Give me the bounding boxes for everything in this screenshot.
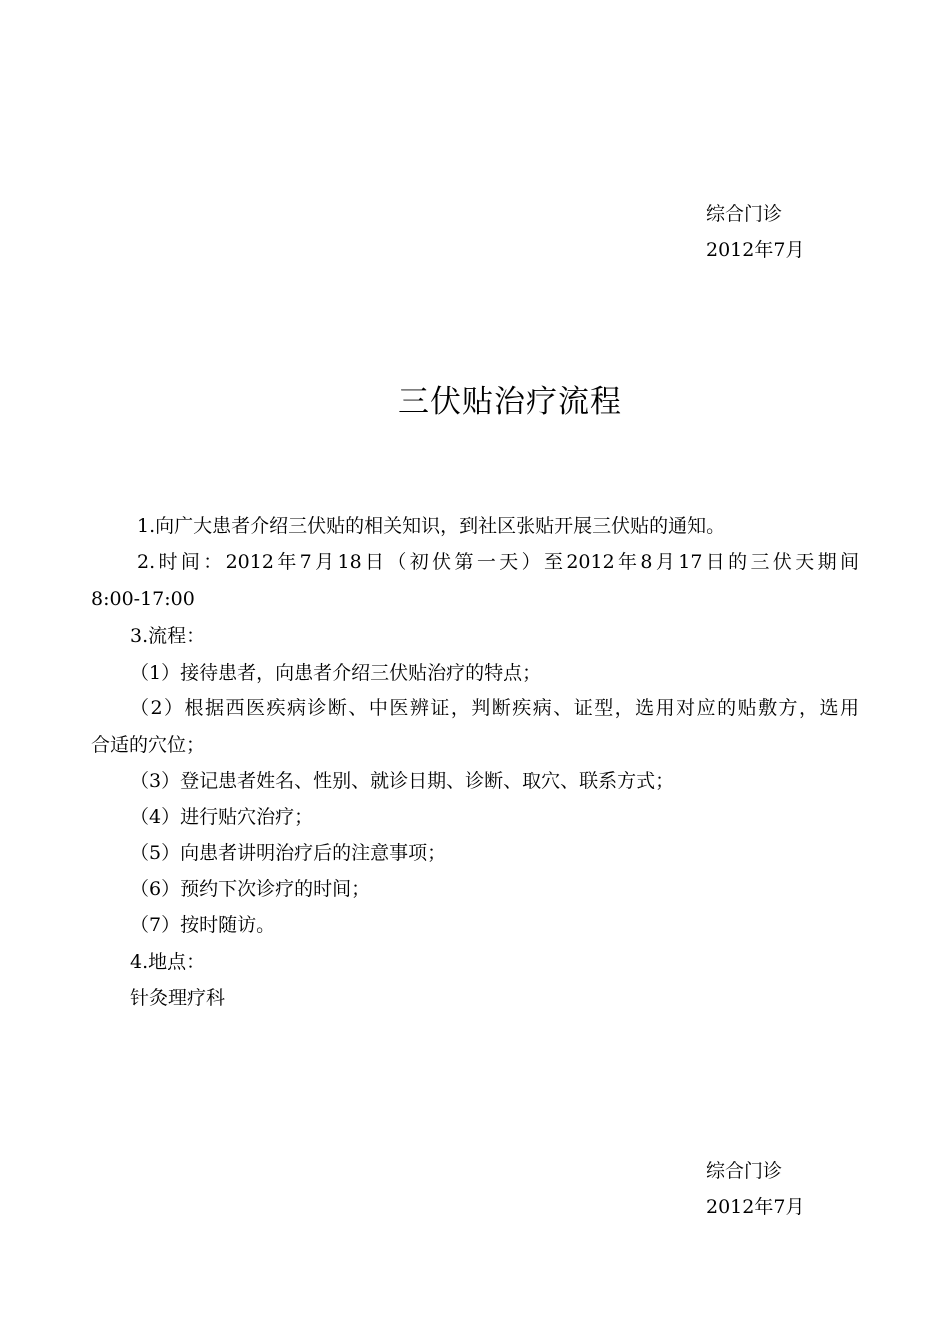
item-1: 1.向广大患者介绍三伏贴的相关知识，到社区张贴开展三伏贴的通知。 [137,515,726,537]
step-2-line-1: （2）根据西医疾病诊断、中医辨证，判断疾病、证型，选用对应的贴敷方，选用 [130,697,859,719]
document-title: 三伏贴治疗流程 [398,384,622,420]
step-7: （7）按时随访。 [130,914,276,936]
header-signature [706,196,804,268]
item-2-line-1: 2.时间：2012年7月18日（初伏第一天）至2012年8月17日的三伏天期间 [137,551,859,573]
footer-signature [706,1153,804,1225]
footer-department: 综合门诊 [706,1160,783,1182]
step-1: （1）接待患者，向患者介绍三伏贴治疗的特点； [130,662,542,684]
location: 针灸理疗科 [130,987,226,1009]
step-2-line-2: 合适的穴位； [91,734,206,756]
step-4: （4）进行贴穴治疗； [130,806,314,828]
step-3: （3）登记患者姓名、性别、就诊日期、诊断、取穴、联系方式； [130,770,675,792]
step-6: （6）预约下次诊疗的时间； [130,878,371,900]
footer-date: 2012年7月 [706,1196,805,1218]
item-4-heading: 4.地点： [130,951,206,973]
item-3-heading: 3.流程： [130,625,206,647]
header-date: 2012年7月 [706,239,805,261]
item-2-line-2: 8:00-17:00 [91,588,195,610]
header-department: 综合门诊 [706,203,783,225]
step-5: （5）向患者讲明治疗后的注意事项； [130,842,447,864]
